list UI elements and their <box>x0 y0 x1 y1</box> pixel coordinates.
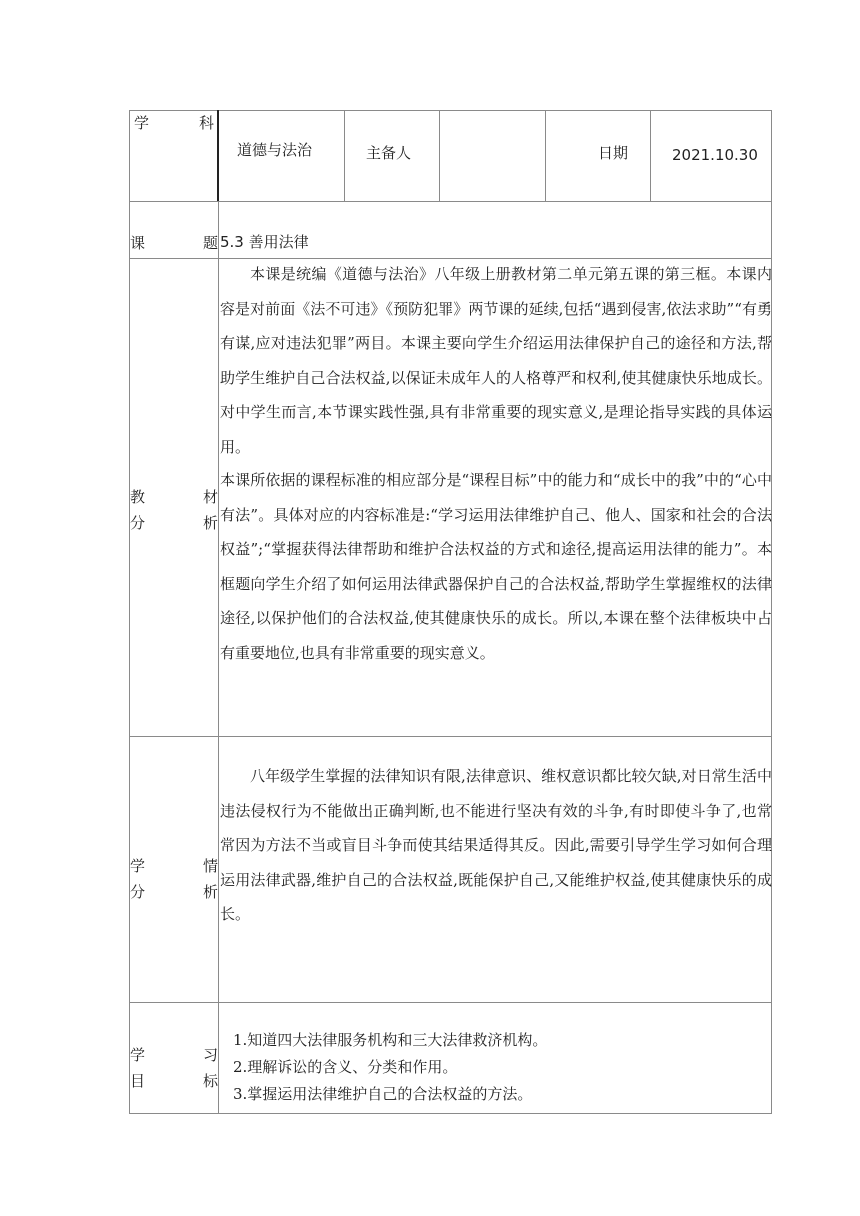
table-rule <box>129 110 772 111</box>
student-analysis-label: 学 情 分 析 <box>130 857 218 901</box>
table-rule <box>217 110 219 201</box>
table-rule <box>439 110 440 201</box>
topic-number: 5.3 <box>220 233 244 251</box>
list-item: 1.知道四大法律服务机构和三大法律救济机构。 <box>233 1031 548 1049</box>
table-rule <box>129 110 130 1114</box>
date-label: 日期 <box>598 144 629 162</box>
table-rule <box>545 110 546 201</box>
learning-goals-label: 学 习 目 标 <box>130 1046 218 1090</box>
topic-value <box>220 232 309 252</box>
subject-label: 学 科 <box>134 114 214 132</box>
table-rule <box>218 201 219 1114</box>
textbook-analysis-paragraph-1: 本课是统编《道德与法治》八年级上册教材第二单元第五课的第三框。本课内容是对前面《法不可违》《预防犯罪》两节课的延续,包括“遇到侵害,依法求助”“有勇有谋,应对违法犯罪”两目。本课主要向学生介绍运用法律保护自己的途径和方法,帮助学生维护自己合法权益,以保证未成年人的人格尊严和权利,使其健康快乐地成长。对中学生而言,本节课实践性强,具有非常重要的现实意义,是理论指导实践的具体运用。 <box>220 265 772 456</box>
topic-label: 课 题 <box>130 234 218 252</box>
table-rule <box>344 110 345 201</box>
topic-title: 善用法律 <box>248 233 309 251</box>
textbook-analysis-label: 教 材 分 析 <box>130 488 218 532</box>
list-item: 2.理解诉讼的含义、分类和作用。 <box>233 1058 458 1076</box>
list-item: 3.掌握运用法律维护自己的合法权益的方法。 <box>233 1085 533 1103</box>
learning-goals-list <box>220 1027 772 1108</box>
student-analysis-paragraph: 八年级学生掌握的法律知识有限,法律意识、维权意识都比较欠缺,对日常生活中违法侵权行为不能做出正确判断,也不能进行坚决有效的斗争,有时即使斗争了,也常常因为方法不当或盲目斗争而使其结果适得其反。因此,需要引导学生学习如何合理运用法律武器,维护自己的合法权益,既能保护自己,又能维护权益,使其健康快乐的成长。 <box>220 767 772 923</box>
textbook-analysis-paragraph-2: 本课所依据的课程标准的相应部分是“课程目标”中的能力和“成长中的我”中的“心中有法”。具体对应的内容标准是:“学习运用法律维护自己、他人、国家和社会的合法权益”;“掌握获得法律帮助和维护合法权益的方式和途径,提高运用法律的能力”。本框题向学生介绍了如何运用法律武器保护自己的合法权益,帮助学生掌握维权的法律途径,以保护他们的合法权益,使其健康快乐的成长。所以,本课在整个法律板块中占有重要地位,也具有非常重要的现实意义。 <box>220 471 772 662</box>
table-rule <box>650 110 651 201</box>
lead-label: 主备人 <box>366 144 412 162</box>
subject-value: 道德与法治 <box>237 141 313 159</box>
table-rule <box>129 1113 772 1114</box>
table-rule <box>129 201 772 202</box>
date-value: 2021.10.30 <box>672 146 758 164</box>
table-rule <box>129 736 772 737</box>
table-rule <box>129 1002 772 1003</box>
